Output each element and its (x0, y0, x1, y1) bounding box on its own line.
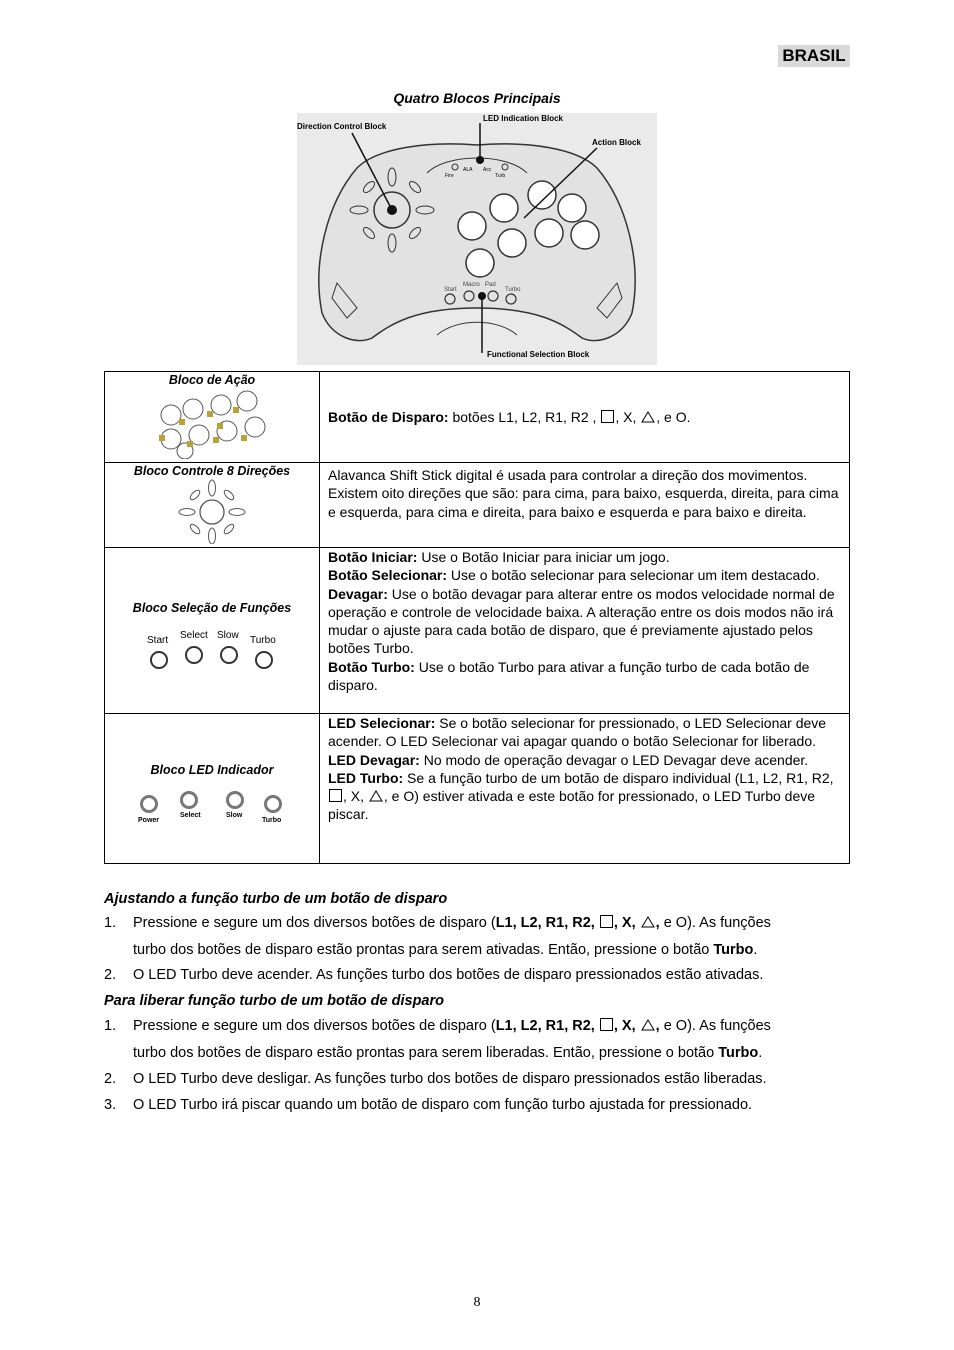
triangle-icon (641, 411, 655, 423)
list-number: 2. (104, 1071, 117, 1087)
action-block-icon (155, 389, 269, 459)
list-text: O LED Turbo deve desligar. As funções turbo dos botões de disparo pressionados estão liberadas. (133, 1071, 767, 1087)
table-row (105, 548, 850, 714)
led-label-left: Fire (445, 173, 454, 179)
function-block-desc (320, 548, 850, 714)
slow-title: Devagar: (328, 585, 388, 602)
select-title: Botão Selecionar: (328, 567, 448, 584)
list-number: 1. (104, 1018, 117, 1034)
turbo-label: Turbo (505, 287, 521, 293)
led-select-title: LED Selecionar: (328, 715, 436, 731)
callout-action: Action Block (592, 138, 641, 147)
list-text: O LED Turbo deve acender. As funções turbo dos botões de disparo pressionados estão ativadas. (133, 967, 764, 983)
led-slow-title: LED Devagar: (328, 751, 420, 768)
led-turbo-text-3: , e O) estiver ativada e este botão for pressionado, o LED Turbo deve piscar. (328, 788, 816, 823)
select-text: Use o botão selecionar para selecionar um item destacado. (447, 567, 820, 584)
blocks-table (104, 371, 850, 864)
list-number: 3. (104, 1097, 117, 1113)
turbo-led-label: Turbo (262, 816, 282, 824)
start-icon-label: Start (147, 634, 169, 646)
led-block-cell (105, 714, 320, 864)
function-block-caption: Bloco Seleção de Funções (132, 600, 292, 615)
function-block-cell (105, 548, 320, 714)
led-block-caption: Bloco LED Indicador (150, 762, 274, 777)
led-label-mid2: Acc (483, 167, 492, 173)
slow-text: Use o botão devagar para alterar entre os modos velocidade normal de operação e controle de velocidade baixa. A alteração entre os dois modos não irá mudar o ajuste para cada botão de disparo, que é previamente ajustado pelos botões Turbo. (328, 585, 835, 657)
action-block-cell (105, 372, 320, 463)
direction-block-desc: Alavanca Shift Stick digital é usada para controlar a direção dos movimentos. Existem oito direções que são: para cima, para baixo, esquerda, direita, para cima e esquerda, para cima e direita, para baixo e esquerda e para baixo e direita. (320, 463, 850, 548)
controller-diagram (297, 113, 657, 365)
region-label: BRASIL (778, 45, 850, 67)
list-item (104, 1071, 864, 1091)
function-buttons-icon (147, 627, 277, 675)
list-text: O LED Turbo irá piscar quando um botão de disparo com função turbo ajustada for pressionado. (133, 1097, 753, 1113)
square-icon (601, 410, 614, 423)
turbo-button-icon (255, 651, 273, 669)
action-block-caption: Bloco de Ação (168, 373, 256, 387)
led-slow-text: No modo de operação devagar o LED Devagar deve acender. (419, 751, 809, 768)
list-text: Pressione e segure um dos diversos botões de disparo (L1, L2, R1, R2, , X, , e O). As funções (133, 1018, 771, 1034)
power-led-icon (140, 795, 158, 813)
section-heading-release: Para liberar função turbo de um botão de disparo (104, 993, 444, 1009)
table-row (105, 714, 850, 864)
start-label: Start (444, 287, 457, 293)
led-indicators-icon (138, 791, 286, 835)
slow-icon-label: Slow (217, 629, 239, 641)
list-number: 2. (104, 967, 117, 983)
led-turbo-title: LED Turbo: (328, 769, 404, 786)
triangle-icon (369, 790, 383, 802)
start-title: Botão Iniciar: (328, 549, 418, 565)
dpad-icon (177, 478, 247, 544)
pad-label: Pad (485, 282, 496, 288)
page-number: 8 (473, 1295, 481, 1310)
turbo-text: Use o botão Turbo para ativar a função turbo de cada botão de disparo. (328, 658, 810, 694)
macro-label: Macro (463, 282, 480, 288)
square-icon (600, 915, 613, 928)
list-item (104, 1097, 864, 1117)
power-led-label: Power (138, 816, 160, 824)
start-text: Use o Botão Iniciar para iniciar um jogo. (417, 549, 670, 565)
table-row (105, 463, 850, 548)
triangle-icon (641, 1019, 655, 1031)
list-item (104, 1018, 864, 1068)
square-icon (600, 1018, 613, 1031)
led-block-desc (320, 714, 850, 864)
select-button-icon (185, 646, 203, 664)
turbo-title: Botão Turbo: (328, 658, 415, 675)
start-button-icon (150, 651, 168, 669)
triangle-icon (641, 916, 655, 928)
table-row (105, 372, 850, 463)
list-text: Pressione e segure um dos diversos botões de disparo (L1, L2, R1, R2, , X, , e O). As funções (133, 915, 771, 931)
slow-led-label: Slow (226, 811, 243, 819)
list-text-line2: turbo dos botões de disparo estão prontas para serem ativadas. Então, pressione o botão Turbo. (133, 942, 758, 958)
list-text-line2: turbo dos botões de disparo estão prontas para serem liberadas. Então, pressione o botão Turbo. (133, 1045, 763, 1061)
select-icon-label: Select (180, 629, 208, 641)
led-label-right: Turb (495, 173, 506, 179)
turbo-icon-label: Turbo (250, 634, 276, 646)
square-icon (329, 789, 342, 802)
section-heading-activate: Ajustando a função turbo de um botão de disparo (104, 891, 448, 907)
slow-button-icon (220, 646, 238, 664)
slow-led-icon (226, 791, 244, 809)
callout-functional: Functional Selection Block (487, 350, 590, 359)
fire-button-text-3: , e O. (656, 408, 691, 425)
list-item (104, 915, 864, 965)
fire-button-text: botões L1, L2, R1, R2 , (448, 408, 601, 425)
list-item (104, 967, 864, 987)
figure-title: Quatro Blocos Principais (393, 90, 561, 106)
led-select-text: Se o botão selecionar for pressionado, o LED Selecionar deve acender. O LED Selecionar vai apagar quando o botão Selecionar for liberado. (328, 715, 827, 750)
direction-block-cell (105, 463, 320, 548)
fire-button-title: Botão de Disparo: (328, 408, 449, 425)
select-led-label: Select (180, 811, 201, 819)
list-number: 1. (104, 915, 117, 931)
action-block-desc (320, 372, 850, 463)
led-turbo-text: Se a função turbo de um botão de disparo individual (L1, L2, R1, R2, (403, 769, 834, 786)
turbo-led-icon (264, 795, 282, 813)
fire-button-text-2: , X, (615, 408, 641, 425)
led-label-mid1: ALA (463, 167, 473, 173)
callout-led: LED Indication Block (483, 114, 564, 123)
led-turbo-text-2: , X, (343, 788, 368, 805)
select-led-icon (180, 791, 198, 809)
callout-direction: Direction Control Block (297, 122, 387, 131)
direction-block-caption: Bloco Controle 8 Direções (133, 464, 291, 478)
